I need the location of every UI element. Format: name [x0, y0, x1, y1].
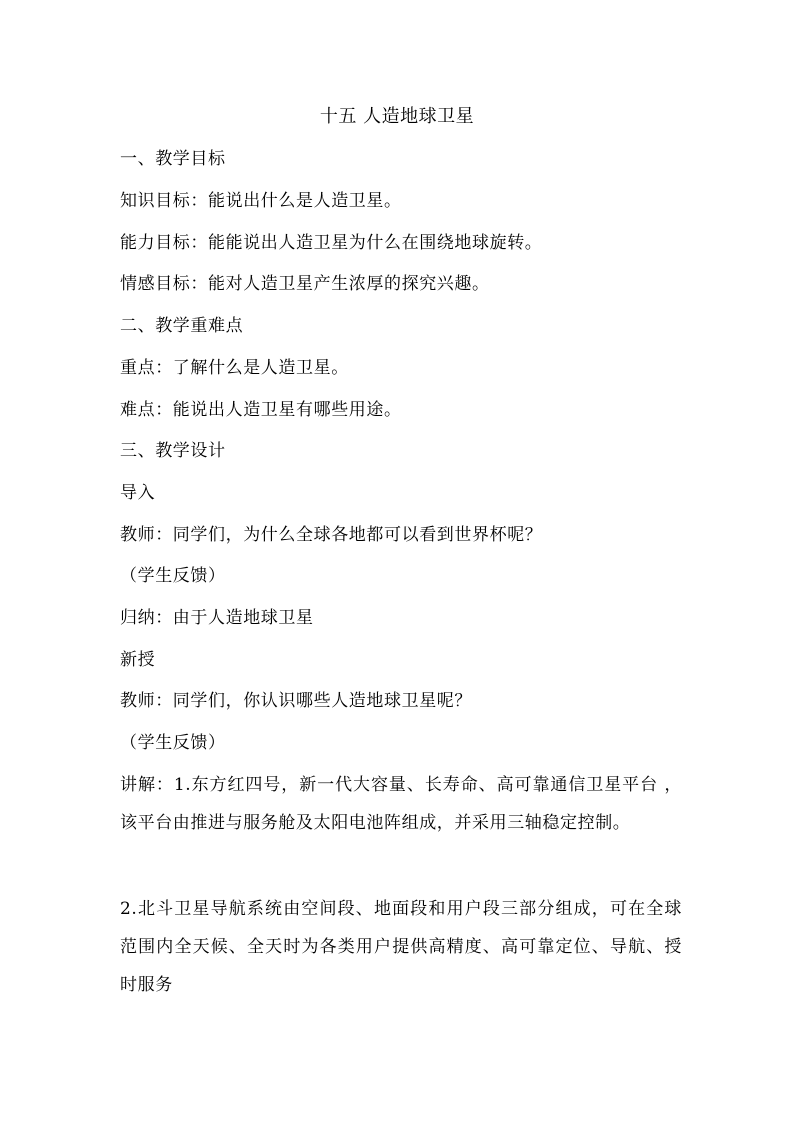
- explanation-paragraph-2: 2.北斗卫星导航系统由空间段、地面段和用户段三部分组成，可在全球范围内全天候、全天时为各类用户提供高精度、高可靠定位、导航、授时服务: [120, 899, 682, 995]
- intro-summary: 归纳：由于人造地球卫星: [120, 608, 314, 628]
- intro-student-feedback: （学生反馈）: [120, 566, 226, 586]
- section-heading-key-points: 二、教学重难点: [120, 316, 244, 336]
- emotion-objective: 情感目标：能对人造卫星产生浓厚的探究兴趣。: [120, 274, 490, 294]
- section-heading-objectives: 一、教学目标: [120, 149, 226, 169]
- document-title: 十五 人造地球卫星: [319, 106, 475, 127]
- ability-objective: 能力目标：能能说出人造卫星为什么在围绕地球旋转。: [120, 233, 543, 253]
- difficulty-point: 难点：能说出人造卫星有哪些用途。: [120, 400, 402, 420]
- section-heading-design: 三、教学设计: [120, 441, 226, 461]
- key-point: 重点：了解什么是人造卫星。: [120, 358, 349, 378]
- new-lesson-label: 新授: [120, 650, 156, 670]
- intro-label: 导入: [120, 483, 156, 503]
- new-teacher-question: 教师：同学们，你认识哪些人造地球卫星呢？: [120, 691, 472, 711]
- explanation-paragraph-1: 讲解：1.东方红四号，新一代大容量、长寿命、高可靠通信卫星平台 ，该平台由推进与服务舱及太阳电池阵组成，并采用三轴稳定控制。: [120, 775, 682, 833]
- intro-teacher-question: 教师：同学们，为什么全球各地都可以看到世界杯呢？: [120, 525, 543, 545]
- knowledge-objective: 知识目标：能说出什么是人造卫星。: [120, 191, 402, 211]
- new-student-feedback: （学生反馈）: [120, 733, 226, 753]
